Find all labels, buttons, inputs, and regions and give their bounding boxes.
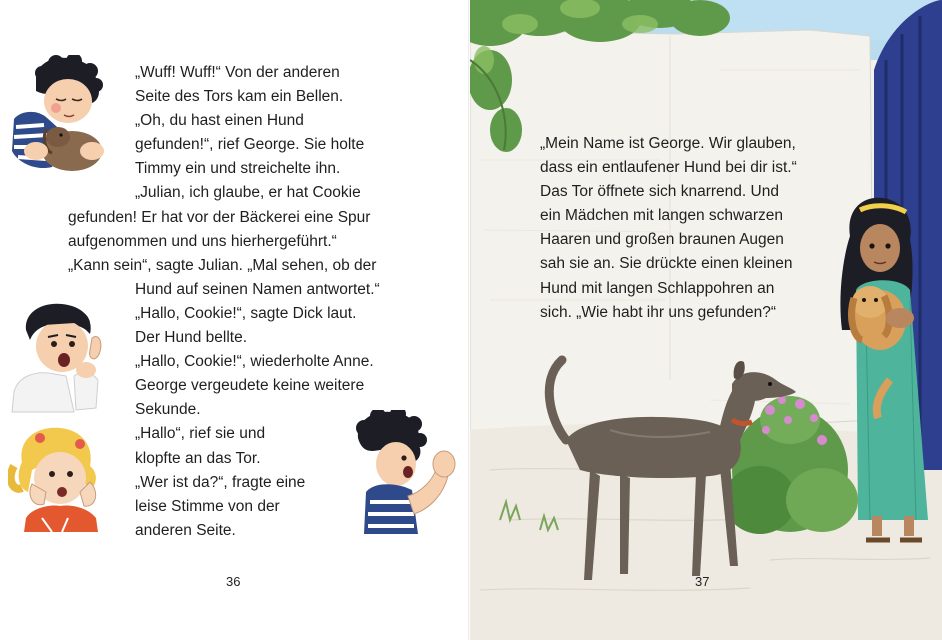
- text-line: „Oh, du hast einen Hund: [135, 112, 304, 130]
- page-number: 36: [226, 574, 241, 589]
- right-page: [470, 0, 942, 640]
- text-line: Haaren und großen braunen Augen: [540, 231, 784, 249]
- left-page-text: [0, 61, 470, 543]
- text-line: aufgenommen und uns hierhergeführt.“: [68, 232, 337, 250]
- text-line: klopfte an das Tor.: [135, 449, 261, 467]
- text-line: George vergeudete keine weitere: [135, 377, 365, 395]
- text-line: dass ein entlaufener Hund bei dir ist.“: [540, 159, 797, 177]
- text-line: Hund mit langen Schlappohren an: [540, 279, 775, 297]
- text-line: „Hallo, Cookie!“, sagte Dick laut.: [135, 304, 357, 322]
- text-line: Seite des Tors kam ein Bellen.: [135, 88, 344, 106]
- text-line: „Wuff! Wuff!“ Von der anderen: [135, 64, 340, 81]
- text-line: gefunden! Er hat vor der Bäckerei eine Spur: [68, 208, 371, 226]
- text-line: Der Hund bellte.: [135, 329, 248, 347]
- text-line: „Mein Name ist George. Wir glauben,: [540, 135, 796, 152]
- left-page: [0, 0, 470, 640]
- text-line: „Hallo, Cookie!“, wiederholte Anne.: [135, 353, 374, 371]
- text-line: ein Mädchen mit langen schwarzen: [540, 207, 783, 225]
- text-line: leise Stimme von der: [135, 497, 280, 515]
- text-line: Sekunde.: [135, 401, 201, 419]
- right-page-text: [540, 132, 840, 325]
- text-line: anderen Seite.: [135, 521, 236, 539]
- text-line: Das Tor öffnete sich knarrend. Und: [540, 183, 779, 201]
- text-line: Hund auf seinen Namen antwortet.“: [135, 280, 380, 298]
- text-line: gefunden!“, rief George. Sie holte: [135, 136, 365, 154]
- text-line: „Julian, ich glaube, er hat Cookie: [135, 184, 361, 202]
- text-line: „Kann sein“, sagte Julian. „Mal sehen, ob der: [68, 256, 377, 274]
- text-line: sah sie an. Sie drückte einen kleinen: [540, 255, 793, 273]
- page-number: 37: [695, 574, 710, 589]
- text-line: Timmy ein und streichelte ihn.: [135, 160, 341, 178]
- text-line: sich. „Wie habt ihr uns gefunden?“: [540, 303, 777, 321]
- text-line: „Hallo“, rief sie und: [135, 425, 266, 443]
- text-line: „Wer ist da?“, fragte eine: [135, 473, 306, 491]
